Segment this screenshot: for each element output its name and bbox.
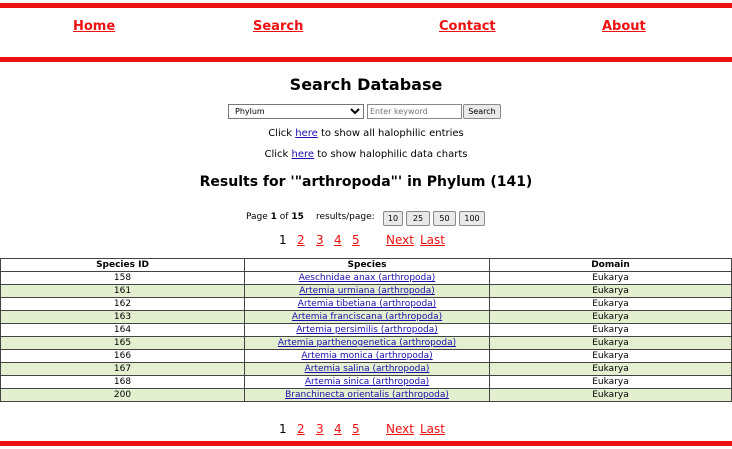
pager-next[interactable]: Next	[386, 233, 414, 247]
table-row	[1, 363, 732, 376]
top-red-bar	[0, 3, 732, 8]
table-row	[1, 298, 732, 311]
cell-species-id: 163	[1, 311, 245, 324]
species-link[interactable]: Artemia urmiana (arthropoda)	[299, 286, 435, 296]
current-page-number: 1	[270, 212, 277, 222]
nav-search-link[interactable]: Search	[253, 19, 304, 34]
cell-species-id: 168	[1, 376, 245, 389]
bottom-red-bar	[0, 441, 732, 446]
cell-domain: Eukarya	[490, 272, 732, 285]
cell-species-id: 166	[1, 350, 245, 363]
table-body	[1, 272, 732, 402]
rpp-50-button[interactable]: 50	[433, 211, 456, 226]
species-link[interactable]: Aeschnidae anax (arthropoda)	[298, 273, 436, 283]
page-label: Page	[246, 212, 271, 222]
cell-domain: Eukarya	[490, 285, 732, 298]
nav-contact-link[interactable]: Contact	[439, 19, 496, 34]
cell-species	[245, 324, 490, 337]
cell-domain: Eukarya	[490, 350, 732, 363]
col-header-domain: Domain	[490, 259, 732, 272]
species-link[interactable]: Artemia salina (arthropoda)	[304, 364, 430, 374]
page-title: Search Database	[289, 75, 443, 94]
nav-home-link[interactable]: Home	[73, 19, 116, 34]
cell-species-id: 164	[1, 324, 245, 337]
col-header-species: Species	[245, 259, 490, 272]
top-nav	[0, 0, 732, 62]
table-header-row	[1, 259, 732, 272]
cell-domain: Eukarya	[490, 298, 732, 311]
pager-last[interactable]: Last	[420, 233, 445, 247]
of-label: of	[276, 212, 292, 222]
keyword-input[interactable]	[367, 104, 462, 119]
all-entries-suffix: to show all halophilic entries	[317, 128, 464, 139]
pager-current-page: 1	[279, 422, 287, 436]
cell-domain: Eukarya	[490, 324, 732, 337]
table-row	[1, 272, 732, 285]
cell-species	[245, 363, 490, 376]
cell-species	[245, 272, 490, 285]
species-link[interactable]: Artemia monica (arthropoda)	[301, 351, 433, 361]
cell-species	[245, 285, 490, 298]
cell-domain: Eukarya	[490, 311, 732, 324]
nav-about-link[interactable]: About	[602, 19, 646, 34]
pager-next[interactable]: Next	[386, 422, 414, 436]
table-row	[1, 285, 732, 298]
cell-species-id: 162	[1, 298, 245, 311]
rpp-10-button[interactable]: 10	[383, 211, 403, 226]
all-entries-link[interactable]: here	[295, 128, 318, 139]
data-charts-link[interactable]: here	[291, 149, 315, 160]
table-row	[1, 376, 732, 389]
pager-page-3[interactable]: 3	[316, 422, 324, 436]
species-link[interactable]: Artemia persimilis (arthropoda)	[296, 325, 438, 335]
cell-domain: Eukarya	[490, 376, 732, 389]
pager-page-4[interactable]: 4	[334, 422, 342, 436]
pager-page-3[interactable]: 3	[316, 233, 324, 247]
nav-bottom-red-bar	[0, 57, 732, 62]
results-heading: Results for '"arthropoda"' in Phylum (141)	[199, 174, 533, 190]
data-charts-suffix: to show halophilic data charts	[314, 149, 468, 160]
rpp-100-button[interactable]: 100	[459, 211, 485, 226]
species-link[interactable]: Artemia tibetiana (arthropoda)	[297, 299, 437, 309]
species-link[interactable]: Artemia sinica (arthropoda)	[304, 377, 430, 387]
page-info	[246, 212, 304, 222]
cell-species	[245, 376, 490, 389]
cell-species	[245, 389, 490, 402]
pager-page-2[interactable]: 2	[297, 233, 305, 247]
cell-domain: Eukarya	[490, 363, 732, 376]
search-button[interactable]: Search	[463, 104, 501, 119]
table-row	[1, 350, 732, 363]
species-link[interactable]: Branchinecta orientalis (arthropoda)	[285, 390, 449, 400]
table-row	[1, 389, 732, 402]
pager-page-5[interactable]: 5	[352, 422, 360, 436]
table-row	[1, 337, 732, 350]
cell-species-id: 167	[1, 363, 245, 376]
cell-species-id: 158	[1, 272, 245, 285]
pager-page-5[interactable]: 5	[352, 233, 360, 247]
cell-species	[245, 298, 490, 311]
data-charts-prefix: Click	[264, 149, 292, 160]
data-charts-line	[0, 149, 732, 160]
table-row	[1, 324, 732, 337]
rpp-25-button[interactable]: 25	[406, 211, 430, 226]
species-link[interactable]: Artemia parthenogenetica (arthropoda)	[277, 338, 457, 348]
cell-domain: Eukarya	[490, 389, 732, 402]
results-table	[0, 258, 732, 402]
cell-species-id: 161	[1, 285, 245, 298]
total-pages: 15	[291, 212, 304, 222]
col-header-species-id: Species ID	[1, 259, 245, 272]
all-entries-prefix: Click	[268, 128, 296, 139]
field-select[interactable]	[228, 104, 364, 119]
all-entries-line	[0, 128, 732, 139]
pager-last[interactable]: Last	[420, 422, 445, 436]
pager-page-4[interactable]: 4	[334, 233, 342, 247]
cell-species	[245, 337, 490, 350]
cell-domain: Eukarya	[490, 337, 732, 350]
cell-species-id: 200	[1, 389, 245, 402]
results-per-page-label: results/page:	[316, 212, 375, 222]
table-row	[1, 311, 732, 324]
pager-page-2[interactable]: 2	[297, 422, 305, 436]
pager-current-page: 1	[279, 233, 287, 247]
cell-species	[245, 311, 490, 324]
cell-species	[245, 350, 490, 363]
species-link[interactable]: Artemia franciscana (arthropoda)	[291, 312, 443, 322]
cell-species-id: 165	[1, 337, 245, 350]
